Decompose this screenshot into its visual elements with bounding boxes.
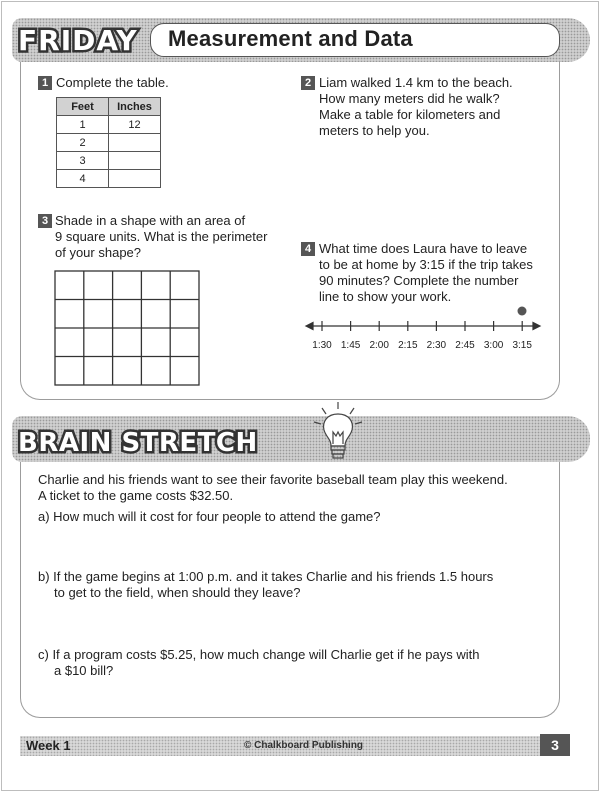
- feet-inches-table: [56, 97, 161, 188]
- table-cell[interactable]: [109, 134, 161, 152]
- intro-line: Charlie and his friends want to see their favorite baseball team play this weekend.: [38, 472, 508, 487]
- part-line: a $10 bill?: [54, 663, 114, 678]
- brain-stretch-intro: [38, 472, 508, 504]
- question-4-line: to be at home by 3:15 if the trip takes: [319, 257, 533, 272]
- question-2-line: meters to help you.: [319, 123, 430, 138]
- question-2-text: [319, 75, 513, 139]
- table-row: [57, 170, 161, 188]
- part-line: a) How much will it cost for four people to attend the game?: [38, 509, 381, 524]
- number-line-label: 1:30: [312, 340, 332, 351]
- table-header-feet: Feet: [57, 98, 109, 116]
- page-number: 3: [540, 734, 570, 756]
- brain-stretch-logo: [16, 420, 306, 460]
- question-4-line: 90 minutes? Complete the number: [319, 273, 519, 288]
- question-number-2: 2: [301, 76, 315, 90]
- question-3-line: Shade in a shape with an area of: [55, 213, 246, 228]
- number-line-label: 3:00: [483, 340, 504, 351]
- number-line-label: 2:15: [398, 340, 418, 351]
- table-header-inches: Inches: [109, 98, 161, 116]
- brain-stretch-part-c: [38, 647, 480, 679]
- lightbulb-icon: [310, 400, 366, 466]
- footer-copyright: © Chalkboard Publishing: [244, 740, 364, 751]
- table-cell[interactable]: [109, 170, 161, 188]
- friday-logo: [14, 18, 146, 58]
- table-row: [57, 116, 161, 134]
- number-line-label: 2:00: [369, 340, 389, 351]
- number-line-label: 2:45: [455, 340, 475, 351]
- brain-stretch-part-a: [38, 509, 381, 525]
- table-cell[interactable]: [109, 152, 161, 170]
- table-cell: 1: [57, 116, 109, 134]
- table-cell: 2: [57, 134, 109, 152]
- question-3-text: [55, 213, 267, 261]
- part-line: to get to the field, when should they leave?: [54, 585, 301, 600]
- question-4-line: line to show your work.: [319, 289, 452, 304]
- question-1-text: [56, 75, 169, 91]
- square-grid[interactable]: [54, 270, 200, 386]
- part-line: c) If a program costs $5.25, how much change will Charlie get if he pays with: [38, 647, 480, 662]
- page-title: Measurement and Data: [168, 26, 413, 51]
- number-line-label: 2:30: [426, 340, 447, 351]
- number-line-label: 3:15: [512, 340, 532, 351]
- question-3-line: of your shape?: [55, 245, 142, 260]
- table-cell: 3: [57, 152, 109, 170]
- table-row: [57, 134, 161, 152]
- table-row: [57, 152, 161, 170]
- table-cell: 4: [57, 170, 109, 188]
- number-line[interactable]: [304, 300, 544, 340]
- question-4-text: [319, 241, 533, 305]
- question-2-line: How many meters did he walk?: [319, 91, 500, 106]
- question-3-line: 9 square units. What is the perimeter: [55, 229, 268, 244]
- question-2-line: Liam walked 1.4 km to the beach.: [319, 75, 513, 90]
- brain-stretch-part-b: [38, 569, 493, 601]
- question-number-3: 3: [38, 214, 52, 228]
- question-4-line: What time does Laura have to leave: [319, 241, 528, 256]
- question-number-4: 4: [301, 242, 315, 256]
- question-2-line: Make a table for kilometers and: [319, 107, 501, 122]
- marked-point: [518, 307, 527, 316]
- table-cell[interactable]: 12: [109, 116, 161, 134]
- question-1-line: Complete the table.: [56, 75, 169, 90]
- footer-week: Week 1: [26, 738, 71, 753]
- number-line-label: 1:45: [340, 340, 361, 351]
- part-line: b) If the game begins at 1:00 p.m. and it takes Charlie and his friends 1.5 hours: [38, 569, 494, 584]
- intro-line: A ticket to the game costs $32.50.: [38, 488, 234, 503]
- day-logo-text: FRIDAY: [18, 24, 138, 57]
- question-number-1: 1: [38, 76, 52, 90]
- brain-stretch-logo-text: BRAIN STRETCH: [18, 428, 258, 458]
